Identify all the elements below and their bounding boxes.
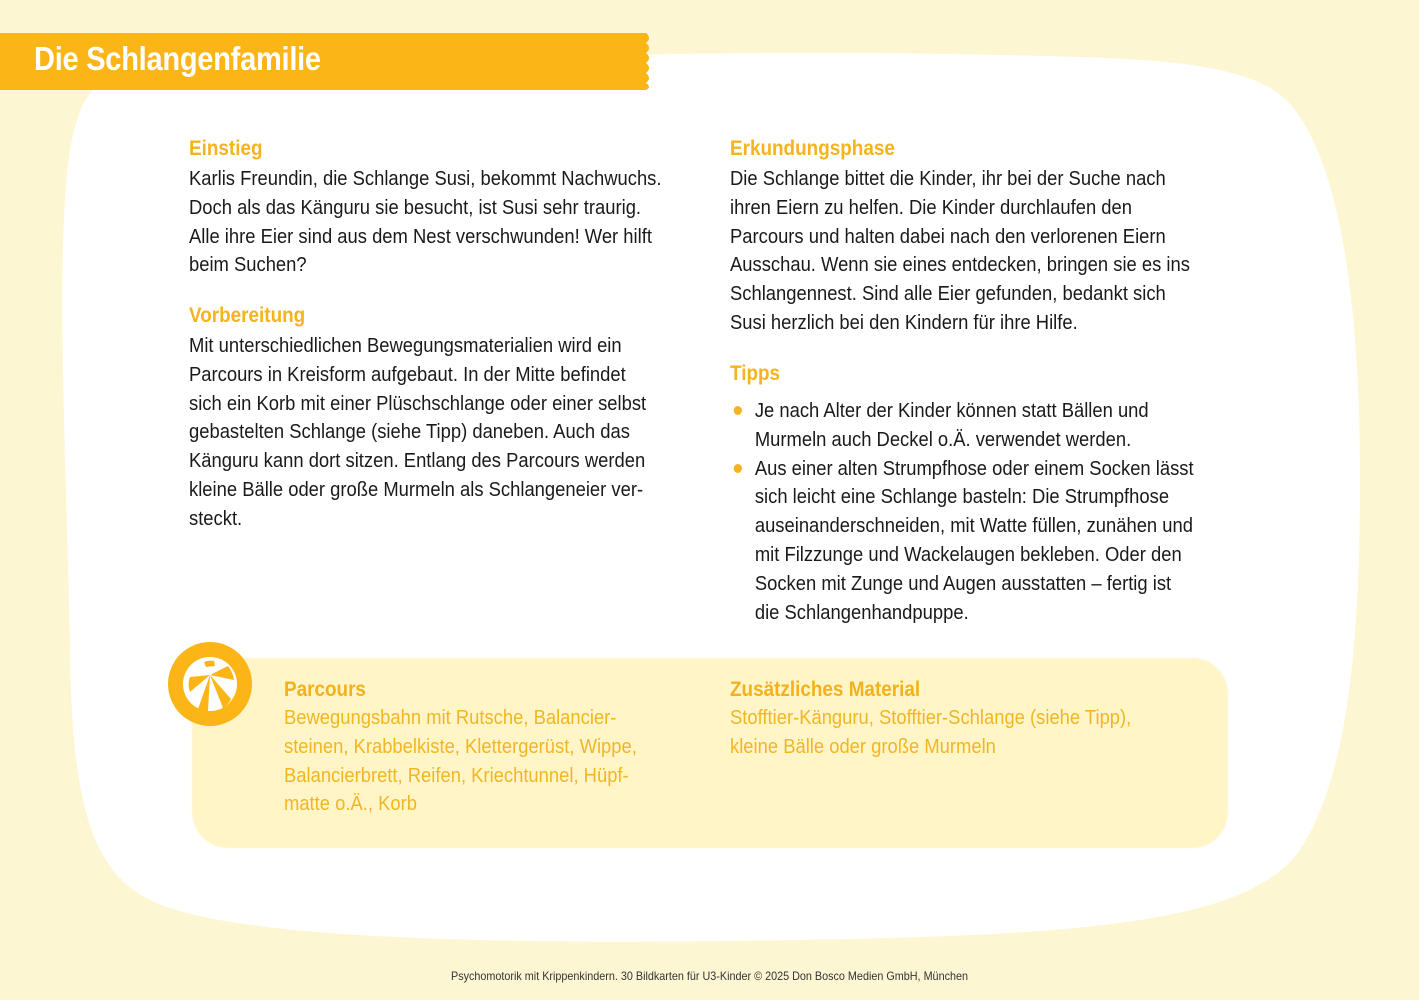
section-einstieg (189, 135, 734, 280)
text-line: Känguru kann dort sitzen. Entlang des Parcours werden (189, 450, 646, 473)
section-vorbereitung (189, 302, 734, 534)
text-line: Murmeln auch Deckel o.Ä. verwendet werden. (754, 428, 1132, 451)
tips-list (730, 397, 1231, 627)
section-heading: Tipps (730, 362, 781, 385)
torn-edge-decoration (640, 33, 654, 90)
text-line: Alle ihre Eier sind aus dem Nest verschwunden! Wer hilft (189, 225, 652, 248)
text-line: Parcours in Kreisform aufgebaut. In der Mitte befindet (189, 363, 626, 386)
text-line: Stofftier-Känguru, Stofftier-Schlange (siehe Tipp), (730, 707, 1132, 729)
text-line: kleine Bälle oder große Murmeln (730, 735, 996, 758)
bullet-icon (734, 406, 742, 415)
text-line: Socken mit Zunge und Augen ausstatten – fertig ist (754, 572, 1172, 595)
text-line: Je nach Alter der Kinder können statt Bällen und (754, 400, 1149, 422)
text-line: Balancierbrett, Reifen, Kriechtunnel, Hüpf- (284, 764, 629, 787)
material-zusaetzlich (730, 676, 1166, 762)
section-heading: Vorbereitung (189, 304, 306, 327)
material-body (730, 704, 1131, 762)
section-heading: Einstieg (189, 137, 263, 160)
text-line: gebastelten Schlange (siehe Tipp) daneben. Auch das (189, 421, 630, 444)
text-line: Die Schlange bittet die Kinder, ihr bei der Suche nach (730, 168, 1166, 190)
text-line: beim Suchen? (189, 254, 307, 277)
beach-ball-icon (168, 642, 252, 726)
text-line: Ausschau. Wenn sie eines entdecken, bringen sie es ins (730, 254, 1190, 277)
text-line: auseinanderschneiden, mit Watte füllen, zunähen und (754, 515, 1193, 538)
text-line: Karlis Freundin, die Schlange Susi, bekommt Nachwuchs. (189, 168, 662, 190)
list-item (730, 455, 1231, 628)
text-line: Doch als das Känguru sie besucht, ist Susi sehr traurig. (189, 196, 642, 219)
text-line: matte o.Ä., Korb (284, 793, 417, 816)
footer-copyright: Psychomotorik mit Krippenkindern. 30 Bildkarten für U3-Kinder © 2025 Don Bosco Medien GmbH, München (450, 969, 968, 983)
section-body (730, 165, 1231, 338)
text-line: sich ein Korb mit einer Plüschschlange oder einer selbst (189, 392, 647, 415)
text-line: Parcours und halten dabei nach den verlorenen Eiern (730, 225, 1166, 248)
section-body (189, 332, 690, 534)
section-tipps (730, 360, 1275, 627)
text-line: Schlangennest. Sind alle Eier gefunden, bedankt sich (730, 283, 1166, 306)
text-line: sich leicht eine Schlange basteln: Die Strumpfhose (754, 486, 1170, 509)
text-line: Aus einer alten Strumpfhose oder einem Socken lässt (754, 457, 1194, 480)
text-line: Mit unterschiedlichen Bewegungsmaterialien wird ein (189, 335, 622, 357)
material-heading: Parcours (284, 678, 366, 701)
text-line: ihren Eiern zu helfen. Die Kinder durchlaufen den (730, 196, 1132, 219)
page-title: Die Schlangenfamilie (34, 40, 321, 77)
text-line: Susi herzlich bei den Kindern für ihre Hilfe. (730, 311, 1078, 334)
section-body (189, 165, 690, 280)
text-line: steinen, Krabbelkiste, Klettergerüst, Wippe, (284, 735, 637, 758)
text-line: steckt. (189, 507, 243, 530)
text-line: mit Filzzunge und Wackelaugen bekleben. Oder den (754, 543, 1182, 566)
text-line: die Schlangenhandpuppe. (754, 601, 969, 624)
material-heading: Zusätzliches Material (730, 678, 921, 701)
material-parcours (284, 676, 668, 819)
list-item (730, 397, 1231, 455)
bullet-icon (734, 464, 742, 473)
text-line: Bewegungsbahn mit Rutsche, Balancier- (284, 707, 617, 729)
section-heading: Erkundungsphase (730, 137, 895, 160)
material-body (284, 704, 637, 819)
section-erkundungsphase (730, 135, 1275, 338)
text-line: kleine Bälle oder große Murmeln als Schlangeneier ver- (189, 478, 644, 501)
